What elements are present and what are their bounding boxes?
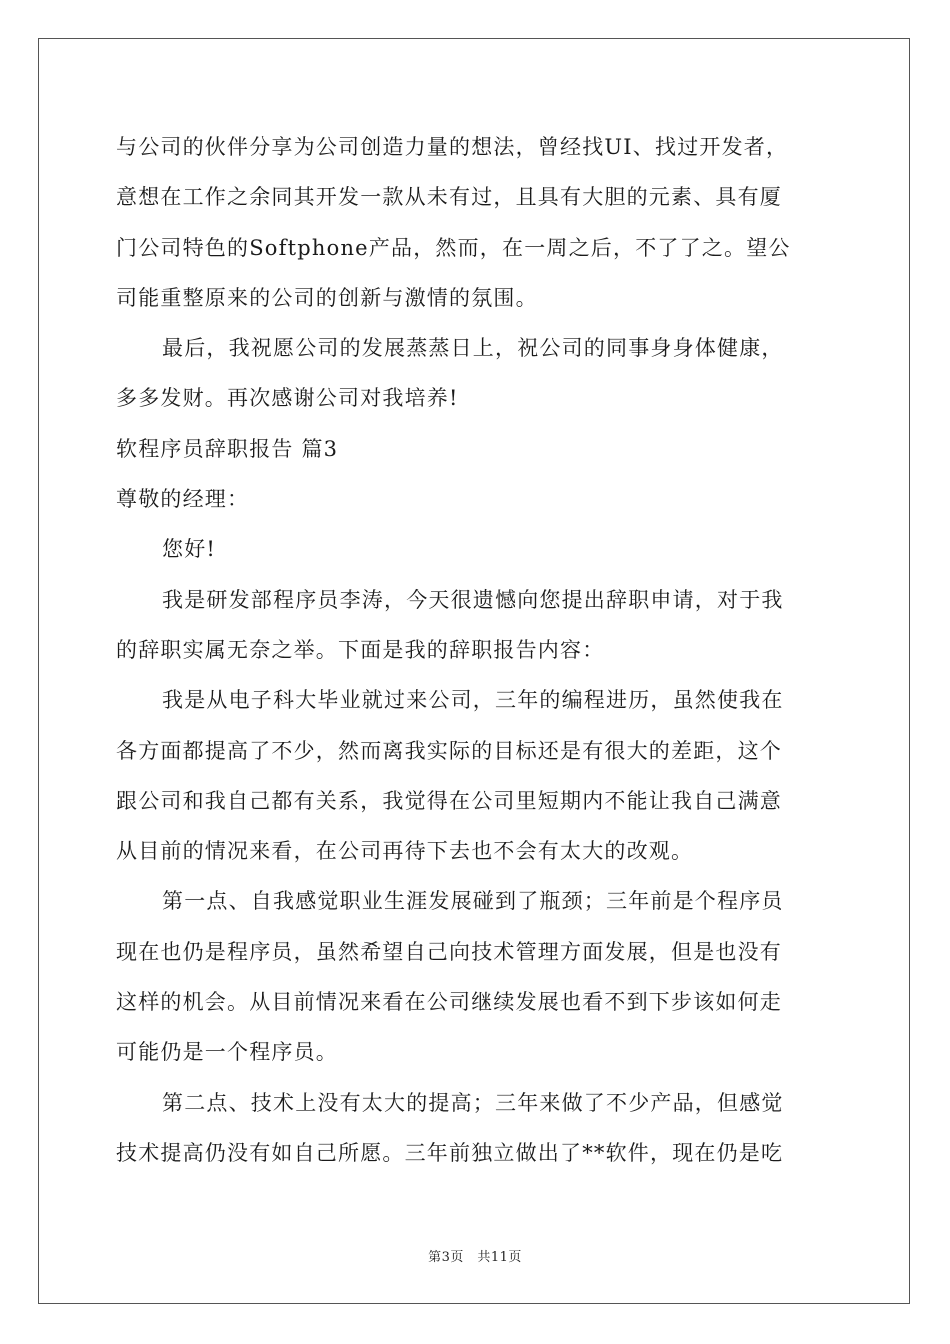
text-line: 从目前的情况来看，在公司再待下去也不会有太大的改观。	[116, 839, 694, 864]
page-number-footer: 第3页 共11页	[428, 1250, 522, 1265]
text-line: 我是研发部程序员李涛，今天很遗憾向您提出辞职申请，对于我	[162, 587, 784, 612]
text-line: 这样的机会。从目前情况来看在公司继续发展也看不到下步该如何走	[116, 990, 782, 1015]
text-line: 现在也仍是程序员，虽然希望自己向技术管理方面发展，但是也没有	[116, 939, 782, 964]
text-line: 最后，我祝愿公司的发展蒸蒸日上，祝公司的同事身身体健康，	[162, 336, 784, 361]
text-line: 第二点、技术上没有太大的提高；三年来做了不少产品，但感觉	[162, 1090, 784, 1115]
text-line: 各方面都提高了不少，然而离我实际的目标还是有很大的差距，这个	[116, 738, 782, 763]
text-line: 您好!	[162, 537, 217, 562]
document-body	[116, 122, 840, 1178]
text-line: 我是从电子科大毕业就过来公司，三年的编程进历，虽然使我在	[162, 688, 784, 713]
text-line: 可能仍是一个程序员。	[116, 1040, 338, 1065]
text-line: 与公司的伙伴分享为公司创造力量的想法，曾经找UI、找过开发者，	[116, 135, 789, 159]
text-line: 的辞职实属无奈之举。下面是我的辞职报告内容：	[116, 637, 605, 662]
text-line: 技术提高仍没有如自己所愿。三年前独立做出了**软件，现在仍是吃	[116, 1140, 784, 1165]
text-line: 尊敬的经理：	[116, 487, 250, 512]
text-line: 司能重整原来的公司的创新与激情的氛围。	[116, 285, 538, 310]
text-line: 意想在工作之余同其开发一款从未有过，且具有大胆的元素、具有厦	[116, 185, 782, 210]
text-line: 第一点、自我感觉职业生涯发展碰到了瓶颈；三年前是个程序员	[162, 889, 784, 914]
text-line: 多多发财。再次感谢公司对我培养!	[116, 386, 459, 411]
text-line: 软程序员辞职报告 篇3	[116, 436, 339, 461]
text-line: 门公司特色的Softphone产品，然而，在一周之后，不了了之。望公	[116, 235, 791, 260]
text-line: 跟公司和我自己都有关系，我觉得在公司里短期内不能让我自己满意	[116, 788, 782, 813]
